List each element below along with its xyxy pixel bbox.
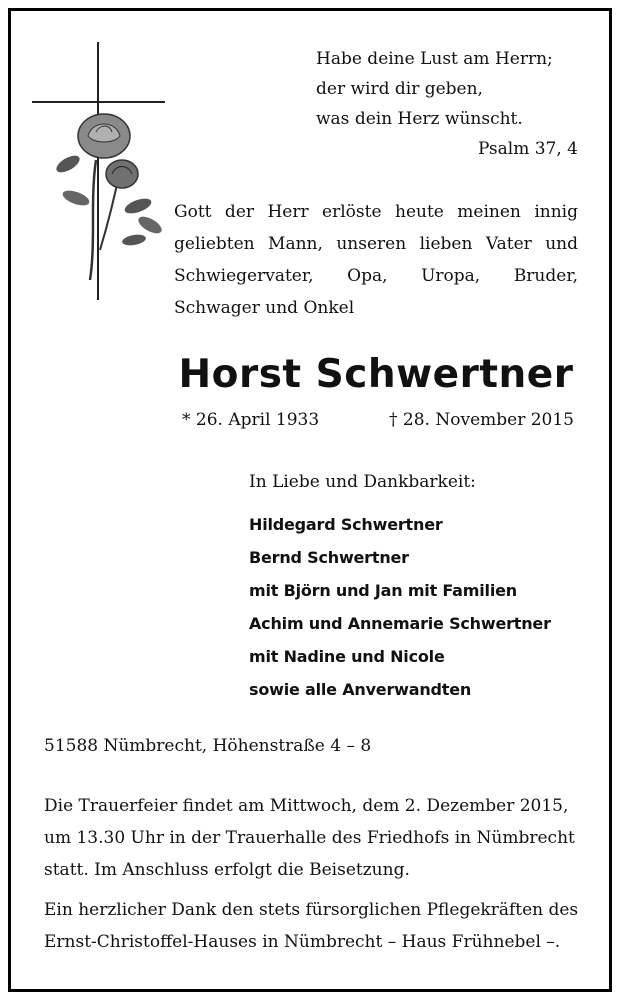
mourner-line: Bernd Schwertner [249, 548, 409, 567]
birth-date: * 26. April 1933 [182, 410, 320, 430]
funeral-line: um 13.30 Uhr in der Trauerhalle des Friedhofs in Nümbrecht [44, 828, 575, 848]
gratitude-line: Ein herzlicher Dank den stets fürsorglichen Pflegekräften des [44, 900, 579, 920]
verse-line: der wird dir geben, [316, 79, 483, 99]
mourner-line: Achim und Annemarie Schwertner [249, 614, 551, 633]
bible-verse [316, 44, 578, 164]
mourner-line: mit Björn und Jan mit Familien [249, 581, 517, 600]
gratitude-line: Ernst-Christoffel-Hauses in Nümbrecht – Haus Frühnebel –. [44, 932, 561, 952]
cross-icon [32, 42, 165, 300]
announcement-text [174, 196, 578, 324]
death-date: † 28. November 2015 [389, 410, 574, 430]
verse-line: was dein Herz wünscht. [316, 109, 523, 129]
rose-icon [54, 114, 165, 280]
announcement-line: geliebten Mann, unseren lieben Vater und [174, 234, 578, 254]
mourner-line: Hildegard Schwertner [249, 515, 443, 534]
cross-with-roses [30, 40, 170, 302]
mourner-line: mit Nadine und Nicole [249, 647, 445, 666]
mourners-heading: In Liebe und Dankbarkeit: [249, 472, 476, 492]
gratitude-note [44, 894, 584, 958]
announcement-line: Schwiegervater, Opa, Uropa, Bruder, [174, 266, 578, 286]
family-address: 51588 Nümbrecht, Höhenstraße 4 – 8 [44, 736, 372, 756]
mourner-line: sowie alle Anverwandten [249, 680, 472, 699]
funeral-line: statt. Im Anschluss erfolgt die Beisetzung. [44, 860, 410, 880]
announcement-line: Schwager und Onkel [174, 298, 355, 318]
mourners-list [249, 508, 589, 706]
deceased-name: Horst Schwertner [178, 352, 574, 397]
announcement-line: Gott der Herr erlöste heute meinen innig [174, 202, 578, 222]
funeral-line: Die Trauerfeier findet am Mittwoch, dem 2. Dezember 2015, [44, 796, 569, 816]
verse-line: Habe deine Lust am Herrn; [316, 49, 553, 69]
funeral-details [44, 790, 580, 886]
verse-reference: Psalm 37, 4 [477, 139, 578, 159]
